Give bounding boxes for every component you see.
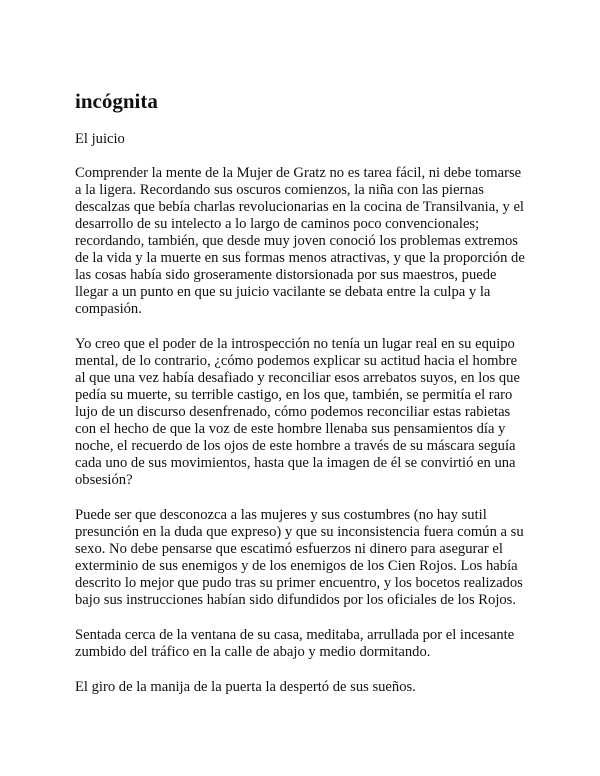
chapter-subtitle: El juicio bbox=[75, 131, 125, 147]
document-title: incógnita bbox=[75, 89, 158, 113]
paragraph-4: Sentada cerca de la ventana de su casa, meditaba, arrullada por el incesante zumbido del tráfico en la calle de abajo y medio dormitando. bbox=[75, 627, 515, 660]
paragraph-3: Puede ser que desconozca a las mujeres y sus costumbres (no hay sutil presunción en la duda que expreso) y que su inconsistencia fuera común a su sexo. No debe pensarse que escatimó esfuerzos ni dinero para asegurar el exterminio de sus enemigos y de los enemigos de los Cien Rojos. Los había descrito lo mejor que pudo tras su primer encuentro, y los bocetos realizados bajo sus instrucciones habían sido difundidos por los oficiales de los Rojos. bbox=[75, 507, 524, 608]
paragraph-5: El giro de la manija de la puerta la despertó de sus sueños. bbox=[75, 679, 416, 695]
paragraph-2: Yo creo que el poder de la introspección no tenía un lugar real en su equipo mental, de lo contrario, ¿cómo podemos explicar su actitud hacia el hombre al que una vez había desafiado y reconciliar esos arrebatos suyos, en los que pedía su muerte, su terrible castigo, en los que, también, se permitía el raro lujo de un discurso desenfrenado, cómo podemos reconciliar estas rabietas con el hecho de que la voz de este hombre llenaba sus pensamientos día y noche, el recuerdo de los ojos de este hombre a través de su máscara seguía cada uno de sus movimientos, hasta que la imagen de él se convirtió en una obsesión? bbox=[75, 336, 520, 488]
paragraph-1: Comprender la mente de la Mujer de Gratz no es tarea fácil, ni debe tomarse a la ligera. Recordando sus oscuros comienzos, la niña con las piernas descalzas que bebía charlas revolucionarias en la cocina de Transilvania, y el desarrollo de su intelecto a lo largo de caminos poco convencionales; recordando, también, que desde muy joven conoció los problemas extremos de la vida y la muerte en sus formas menos atractivas, y que la proporción de las cosas había sido groseramente distorsionada por sus maestros, puede llegar a un punto en que su juicio vacilante se debata entre la culpa y la compasión. bbox=[75, 165, 525, 317]
document-page bbox=[75, 88, 527, 714]
